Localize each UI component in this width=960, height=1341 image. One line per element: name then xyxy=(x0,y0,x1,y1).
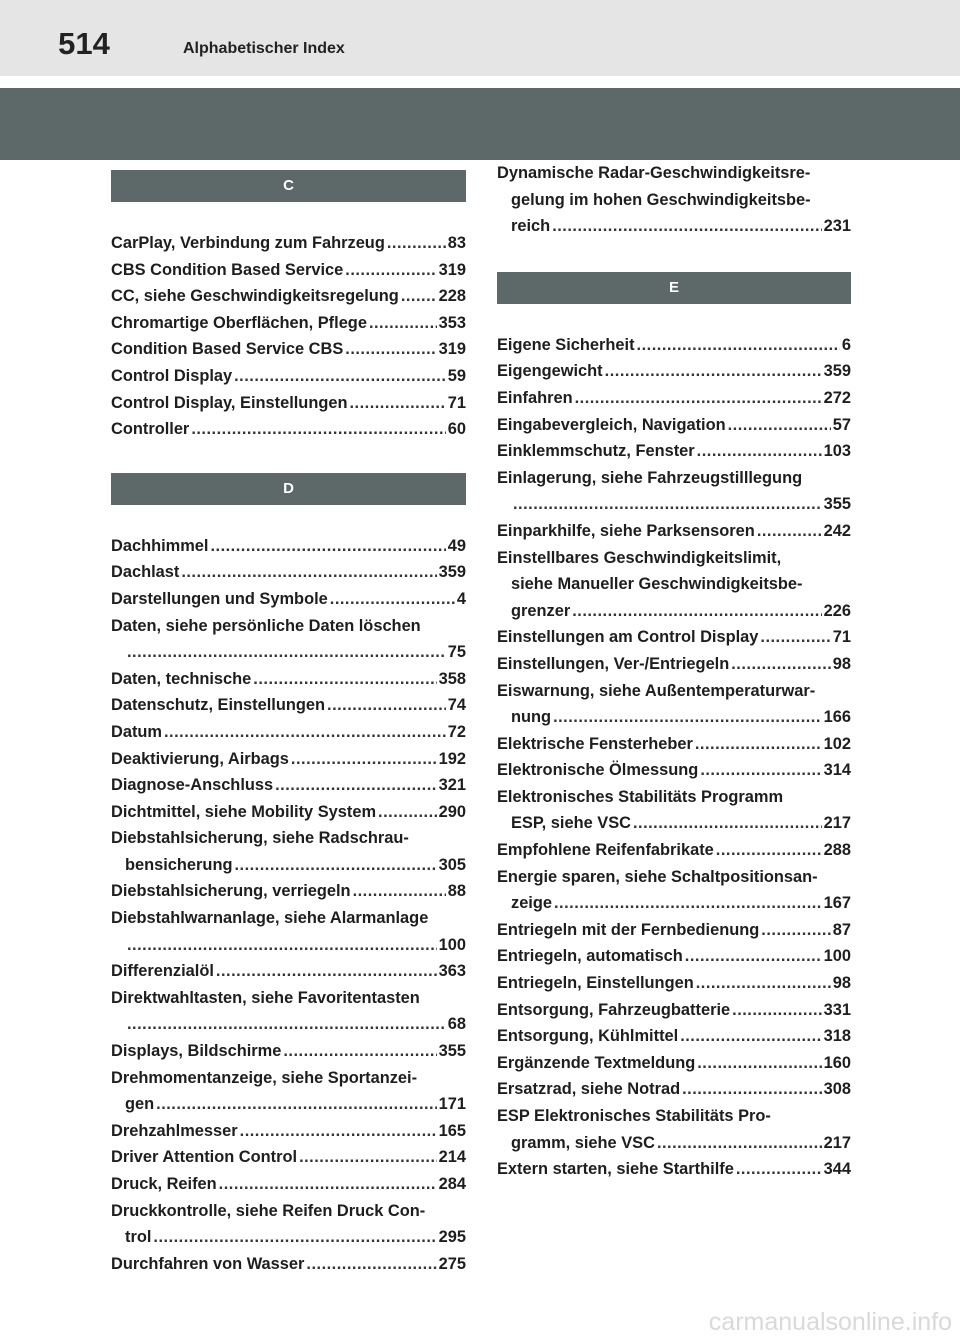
index-entry xyxy=(111,1144,466,1171)
dot-leader xyxy=(240,1118,437,1145)
dot-leader xyxy=(387,230,446,257)
entry-page-number: 355 xyxy=(438,1042,466,1061)
entry-text: Einstellungen am Control Display xyxy=(497,628,759,647)
entry-text: Einparkhilfe, siehe Parksensoren xyxy=(497,521,755,540)
entry-text: ESP, siehe VSC xyxy=(511,814,631,833)
entry-page-number: 167 xyxy=(823,894,851,913)
entry-text: Ergänzende Textmeldung xyxy=(497,1053,696,1072)
dot-leader xyxy=(696,970,831,997)
dot-leader xyxy=(760,624,830,651)
entry-page-number: 214 xyxy=(438,1148,466,1167)
index-entry xyxy=(111,799,466,826)
entry-page-number: 355 xyxy=(823,495,851,514)
index-entry xyxy=(111,613,466,666)
dot-leader xyxy=(234,852,436,879)
entry-text: Entriegeln, automatisch xyxy=(497,947,683,966)
section-header-d: D xyxy=(111,473,466,505)
entry-text: Dynamische Radar-Geschwindigkeitsre- xyxy=(497,164,811,182)
entry-text: Deaktivierung, Airbags xyxy=(111,749,289,768)
dot-leader xyxy=(697,1050,821,1077)
dot-leader xyxy=(605,358,822,385)
index-entry xyxy=(497,678,851,731)
dot-leader xyxy=(253,666,436,693)
entry-page-number: 49 xyxy=(447,536,466,555)
entry-text: Entriegeln mit der Fernbedienung xyxy=(497,920,760,939)
entry-text: Einstellbares Geschwindigkeitslimit, xyxy=(497,548,782,567)
dot-leader xyxy=(345,257,436,284)
entry-text: trol xyxy=(125,1228,152,1247)
dot-leader xyxy=(369,310,437,337)
entry-page-number: 165 xyxy=(438,1121,466,1140)
entry-text: Druckkontrolle, siehe Reifen Druck Con- xyxy=(111,1201,426,1220)
entry-page-number: 59 xyxy=(447,366,466,385)
section-header-c: C xyxy=(111,170,466,202)
index-entry xyxy=(111,257,466,284)
dot-leader xyxy=(216,958,437,985)
header-bar xyxy=(0,0,960,76)
entry-page-number: 103 xyxy=(823,442,851,461)
index-entry xyxy=(111,1118,466,1145)
index-entry xyxy=(111,390,466,417)
entry-page-number: 160 xyxy=(823,1053,851,1072)
entry-page-number: 217 xyxy=(823,814,851,833)
page-title: Alphabetischer Index xyxy=(183,40,345,57)
entry-page-number: 314 xyxy=(823,761,851,780)
entry-text: gen xyxy=(125,1095,155,1114)
entry-list-d xyxy=(111,533,466,1278)
index-entry xyxy=(111,1038,466,1065)
entry-text: Displays, Bildschirme xyxy=(111,1042,282,1061)
dot-leader xyxy=(731,651,831,678)
entry-page-number: 242 xyxy=(823,521,851,540)
dot-leader xyxy=(682,1076,822,1103)
entry-page-number: 305 xyxy=(438,855,466,874)
entry-page-number: 358 xyxy=(438,669,466,688)
index-entry xyxy=(497,917,851,944)
entry-page-number: 100 xyxy=(438,935,466,954)
entry-text: Drehmomentanzeige, siehe Sportanzei- xyxy=(111,1068,418,1087)
entry-page-number: 318 xyxy=(823,1027,851,1046)
entry-page-number: 228 xyxy=(438,287,466,306)
entry-text: Diebstahlwarnanlage, siehe Alarmanlage xyxy=(111,909,429,928)
entry-text: Eingabevergleich, Navigation xyxy=(497,415,726,434)
entry-text: Einklemmschutz, Fenster xyxy=(497,442,695,461)
entry-text: bensicherung xyxy=(125,855,233,874)
entry-page-number: 4 xyxy=(456,589,466,608)
index-entry xyxy=(111,310,466,337)
dot-leader xyxy=(572,598,821,625)
entry-text: Dichtmittel, siehe Mobility System xyxy=(111,802,377,821)
entry-page-number: 102 xyxy=(823,734,851,753)
dot-leader xyxy=(191,416,445,443)
index-entry xyxy=(497,864,851,917)
index-column-right xyxy=(497,160,851,1183)
dot-leader xyxy=(349,390,445,417)
entry-page-number: 359 xyxy=(823,362,851,381)
index-entry xyxy=(497,545,851,625)
index-entry xyxy=(111,363,466,390)
index-entry xyxy=(497,970,851,997)
page-number: 514 xyxy=(58,26,110,61)
entry-page-number: 75 xyxy=(447,643,466,662)
index-entry xyxy=(497,412,851,439)
index-entry xyxy=(497,837,851,864)
entry-page-number: 321 xyxy=(438,776,466,795)
index-entry xyxy=(497,385,851,412)
dot-leader xyxy=(210,533,445,560)
index-entry xyxy=(111,905,466,958)
entry-page-number: 166 xyxy=(823,708,851,727)
entry-text: Dachlast xyxy=(111,563,180,582)
entry-page-number: 331 xyxy=(823,1000,851,1019)
entry-page-number: 217 xyxy=(823,1133,851,1152)
entry-text: CBS Condition Based Service xyxy=(111,260,344,279)
entry-page-number: 57 xyxy=(832,415,851,434)
entry-text: CC, siehe Geschwindigkeitsregelung xyxy=(111,287,399,306)
index-entry xyxy=(497,784,851,837)
entry-text: gramm, siehe VSC xyxy=(511,1133,655,1152)
index-entry xyxy=(111,416,466,443)
index-entry xyxy=(111,772,466,799)
index-entry xyxy=(111,533,466,560)
index-entry xyxy=(111,230,466,257)
entry-page-number: 284 xyxy=(438,1175,466,1193)
entry-page-number: 74 xyxy=(447,696,466,715)
index-entry xyxy=(497,438,851,465)
entry-text: Direktwahltasten, siehe Favoritentasten xyxy=(111,988,420,1007)
entry-text: Chromartige Oberflächen, Pflege xyxy=(111,313,367,332)
entry-text: Elektrische Fensterheber xyxy=(497,734,693,753)
entry-text: grenzer xyxy=(511,601,571,620)
dot-leader xyxy=(657,1130,822,1157)
dot-leader xyxy=(680,1023,821,1050)
index-entry xyxy=(497,731,851,758)
index-entry xyxy=(497,1156,851,1183)
entry-text: ESP Elektronisches Stabilitäts Pro- xyxy=(497,1107,771,1125)
dot-leader xyxy=(633,810,822,837)
dot-leader xyxy=(127,932,437,959)
entry-page-number: 71 xyxy=(447,393,466,412)
index-entry xyxy=(497,332,851,359)
dot-leader xyxy=(732,997,822,1024)
index-entry xyxy=(111,825,466,878)
index-entry xyxy=(111,666,466,693)
entry-text: Eigene Sicherheit xyxy=(497,335,635,354)
entry-text: Einfahren xyxy=(497,388,573,407)
index-entry xyxy=(497,358,851,385)
index-entry xyxy=(497,943,851,970)
entry-text: Durchfahren von Wasser xyxy=(111,1254,305,1273)
index-entry xyxy=(497,757,851,784)
index-entry xyxy=(497,651,851,678)
index-entry xyxy=(111,1251,466,1278)
entry-text: Drehzahlmesser xyxy=(111,1121,238,1140)
entry-text: Elektronische Ölmessung xyxy=(497,761,699,780)
dot-leader xyxy=(353,878,446,905)
section-header-e: E xyxy=(497,272,851,304)
entry-text: Differenzialöl xyxy=(111,962,214,981)
dot-leader xyxy=(736,1156,822,1183)
dot-leader xyxy=(181,559,436,586)
dot-leader xyxy=(637,332,840,359)
entry-text: Einlagerung, siehe Fahrzeugstilllegung xyxy=(497,468,803,487)
entry-page-number: 83 xyxy=(447,234,466,252)
entry-text: Datenschutz, Einstellungen xyxy=(111,696,326,715)
entry-text: Diebstahlsicherung, siehe Radschrau- xyxy=(111,829,409,848)
entry-text: Empfohlene Reifenfabrikate xyxy=(497,841,714,860)
dot-leader xyxy=(757,518,822,545)
entry-page-number: 353 xyxy=(438,313,466,332)
index-entry xyxy=(497,465,851,518)
dot-leader xyxy=(553,704,822,731)
watermark: carmanualsonline.info xyxy=(708,1308,952,1336)
index-entry xyxy=(111,1065,466,1118)
entry-page-number: 171 xyxy=(438,1095,466,1114)
entry-text: Eigengewicht xyxy=(497,362,603,381)
entry-list-e xyxy=(497,332,851,1183)
entry-text: nung xyxy=(511,708,552,727)
index-entry xyxy=(111,283,466,310)
entry-page-number: 72 xyxy=(447,722,466,741)
dot-leader xyxy=(283,1038,436,1065)
entry-text: Driver Attention Control xyxy=(111,1148,298,1167)
entry-text: Elektronisches Stabilitäts Programm xyxy=(497,787,784,806)
dot-leader xyxy=(275,772,437,799)
entry-text: gelung im hohen Geschwindigkeitsbe- xyxy=(511,190,811,209)
dot-leader xyxy=(716,837,822,864)
dot-leader xyxy=(575,385,822,412)
dot-leader xyxy=(728,412,831,439)
dot-leader xyxy=(234,363,446,390)
index-entry xyxy=(111,958,466,985)
entry-text: Controller xyxy=(111,420,190,439)
index-entry xyxy=(111,985,466,1038)
index-entry xyxy=(497,160,851,240)
entry-page-number: 363 xyxy=(438,962,466,981)
entry-page-number: 87 xyxy=(832,920,851,939)
entry-list-c xyxy=(111,230,466,443)
entry-list-d-continued xyxy=(497,160,851,240)
dot-leader xyxy=(330,586,455,613)
entry-text: Druck, Reifen xyxy=(111,1175,217,1193)
index-entry xyxy=(111,746,466,773)
dot-leader xyxy=(127,1011,446,1038)
entry-text: Control Display xyxy=(111,366,233,385)
entry-text: Dachhimmel xyxy=(111,536,209,555)
entry-page-number: 319 xyxy=(438,260,466,279)
entry-text: Condition Based Service CBS xyxy=(111,340,344,359)
dot-leader xyxy=(401,283,437,310)
entry-page-number: 6 xyxy=(841,335,851,354)
index-entry xyxy=(111,336,466,363)
dot-leader xyxy=(156,1091,437,1118)
entry-text: Energie sparen, siehe Schaltpositionsan- xyxy=(497,867,818,886)
entry-page-number: 272 xyxy=(823,388,851,407)
dot-leader xyxy=(327,692,446,719)
index-entry xyxy=(111,1198,466,1251)
entry-page-number: 226 xyxy=(823,601,851,620)
entry-page-number: 98 xyxy=(832,654,851,673)
dot-leader xyxy=(345,336,436,363)
index-entry xyxy=(497,1023,851,1050)
entry-page-number: 319 xyxy=(438,340,466,359)
entry-text: Diebstahlsicherung, verriegeln xyxy=(111,882,351,901)
entry-text: zeige xyxy=(511,894,552,913)
entry-page-number: 68 xyxy=(447,1015,466,1034)
index-entry xyxy=(111,878,466,905)
entry-text: Einstellungen, Ver-/Entriegeln xyxy=(497,654,730,673)
entry-text: Darstellungen und Symbole xyxy=(111,589,328,608)
index-entry xyxy=(497,624,851,651)
entry-text: Entsorgung, Kühlmittel xyxy=(497,1027,679,1046)
dot-leader xyxy=(291,746,437,773)
entry-text: Entriegeln, Einstellungen xyxy=(497,974,694,993)
entry-text: reich xyxy=(511,217,551,236)
entry-text: Eiswarnung, siehe Außentemperaturwar- xyxy=(497,681,816,700)
index-entry xyxy=(111,719,466,746)
entry-page-number: 308 xyxy=(823,1080,851,1099)
entry-page-number: 71 xyxy=(832,628,851,647)
index-entry xyxy=(111,586,466,613)
dot-leader xyxy=(554,890,822,917)
entry-text: Daten, technische xyxy=(111,669,252,688)
entry-page-number: 290 xyxy=(438,802,466,821)
entry-page-number: 98 xyxy=(832,974,851,993)
dot-leader xyxy=(685,943,822,970)
entry-text: Ersatzrad, siehe Notrad xyxy=(497,1080,681,1099)
dot-leader xyxy=(306,1251,436,1278)
entry-text: Daten, siehe persönliche Daten löschen xyxy=(111,616,421,635)
index-entry xyxy=(497,997,851,1024)
entry-page-number: 60 xyxy=(447,420,466,439)
index-entry xyxy=(111,1171,466,1198)
entry-page-number: 192 xyxy=(438,749,466,768)
dot-leader xyxy=(378,799,437,826)
entry-page-number: 100 xyxy=(823,947,851,966)
dot-leader xyxy=(299,1144,437,1171)
entry-page-number: 344 xyxy=(823,1160,851,1179)
index-entry xyxy=(497,1076,851,1103)
entry-text: Entsorgung, Fahrzeugbatterie xyxy=(497,1000,731,1019)
entry-page-number: 88 xyxy=(447,882,466,901)
entry-text: Datum xyxy=(111,722,162,741)
index-entry xyxy=(497,1050,851,1077)
index-column-left xyxy=(111,170,466,1277)
index-entry xyxy=(111,692,466,719)
index-entry xyxy=(497,1103,851,1156)
entry-text: CarPlay, Verbindung zum Fahrzeug xyxy=(111,234,385,252)
decorative-band xyxy=(0,88,960,160)
entry-page-number: 359 xyxy=(438,563,466,582)
entry-page-number: 288 xyxy=(823,841,851,860)
dot-leader xyxy=(552,213,821,240)
entry-page-number: 275 xyxy=(438,1254,466,1273)
dot-leader xyxy=(153,1224,436,1251)
entry-text: Diagnose-Anschluss xyxy=(111,776,274,795)
dot-leader xyxy=(127,639,446,666)
dot-leader xyxy=(695,731,822,758)
entry-text: Control Display, Einstellungen xyxy=(111,393,348,412)
index-entry xyxy=(111,559,466,586)
dot-leader xyxy=(761,917,830,944)
entry-text: siehe Manueller Geschwindigkeitsbe- xyxy=(511,575,803,594)
index-entry xyxy=(497,518,851,545)
dot-leader xyxy=(513,491,822,518)
dot-leader xyxy=(164,719,446,746)
dot-leader xyxy=(219,1171,437,1198)
entry-page-number: 295 xyxy=(438,1228,466,1247)
dot-leader xyxy=(697,438,822,465)
dot-leader xyxy=(700,757,821,784)
entry-page-number: 231 xyxy=(823,217,851,236)
entry-text: Extern starten, siehe Starthilfe xyxy=(497,1160,734,1179)
